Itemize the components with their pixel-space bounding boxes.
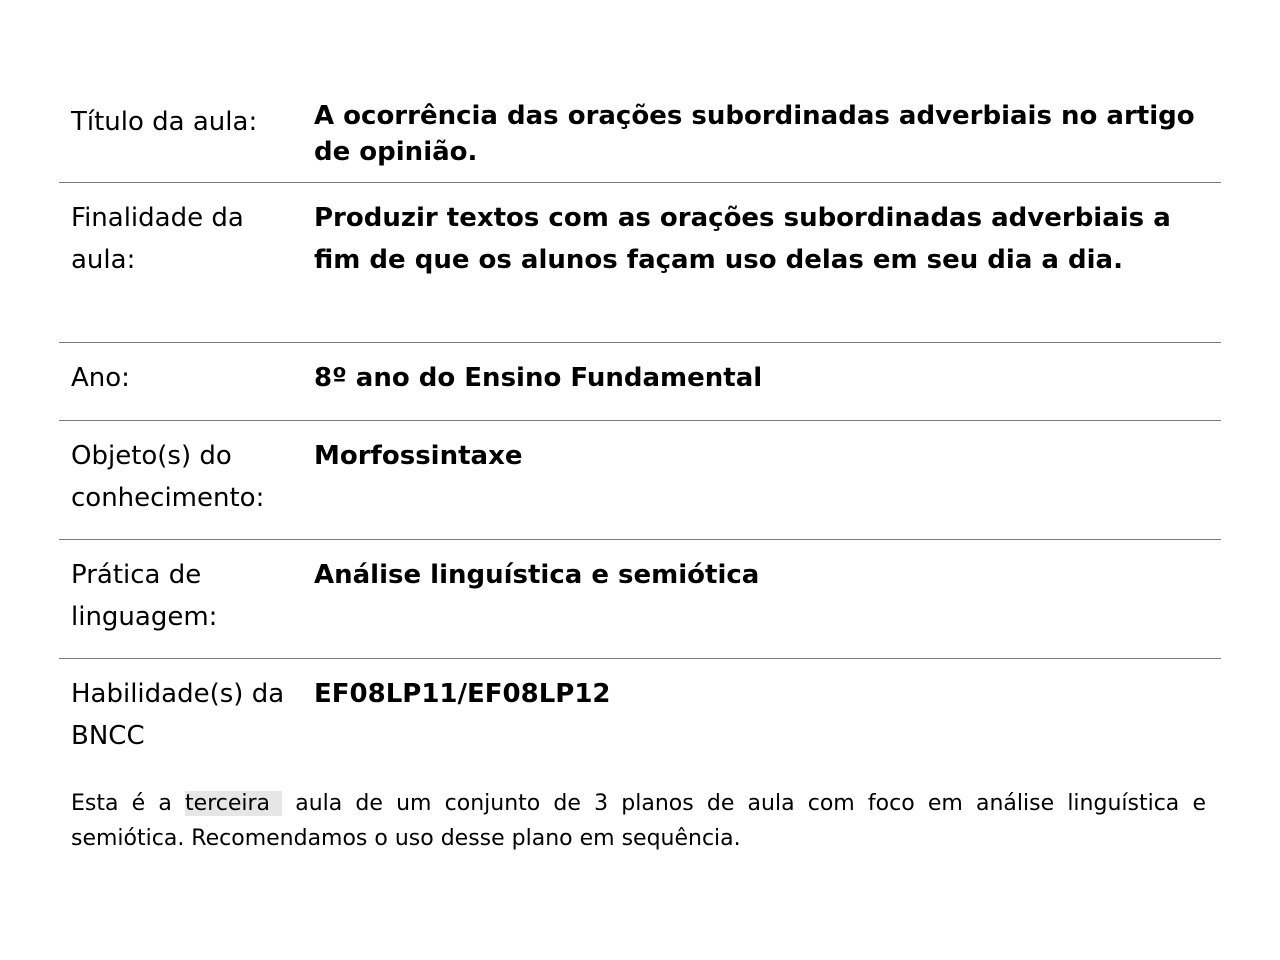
lesson-title-value: A ocorrência das orações subordinadas adverbiais no artigo de opinião. [314,101,1195,167]
school-year-value: 8º ano do Ensino Fundamental [314,363,763,393]
row-lesson-title [59,88,1221,183]
sequence-note-after: aula de um conjunto de 3 planos de aula com foco em análise linguística e semiótica. Recomendamos o uso desse plano em sequência. [71,791,1206,851]
bncc-skills-value: EF08LP11/EF08LP12 [314,679,611,709]
lesson-goal-value: Produzir textos com as orações subordinadas adverbiais a fim de que os alunos façam uso delas em seu dia a dia. [314,203,1171,275]
language-practice-label: Prática de linguagem: [71,560,218,632]
bncc-skills-label: Habilidade(s) da BNCC [71,679,285,751]
lesson-title-label: Título da aula: [71,107,258,137]
lesson-goal-label: Finalidade da aula: [71,203,244,275]
row-language-practice [59,540,1221,659]
row-school-year [59,343,1221,421]
sequence-note-highlight: terceira [185,791,282,816]
language-practice-value: Análise linguística e semiótica [314,560,760,590]
school-year-label: Ano: [71,363,130,393]
row-bncc-skills [59,659,1221,759]
row-knowledge-object [59,421,1221,540]
row-lesson-goal [59,183,1221,343]
sequence-note [71,786,1206,856]
knowledge-object-label: Objeto(s) do conhecimento: [71,441,265,513]
lesson-info-table [59,88,1221,759]
knowledge-object-value: Morfossintaxe [314,441,523,471]
sequence-note-before: Esta é a [71,791,186,816]
